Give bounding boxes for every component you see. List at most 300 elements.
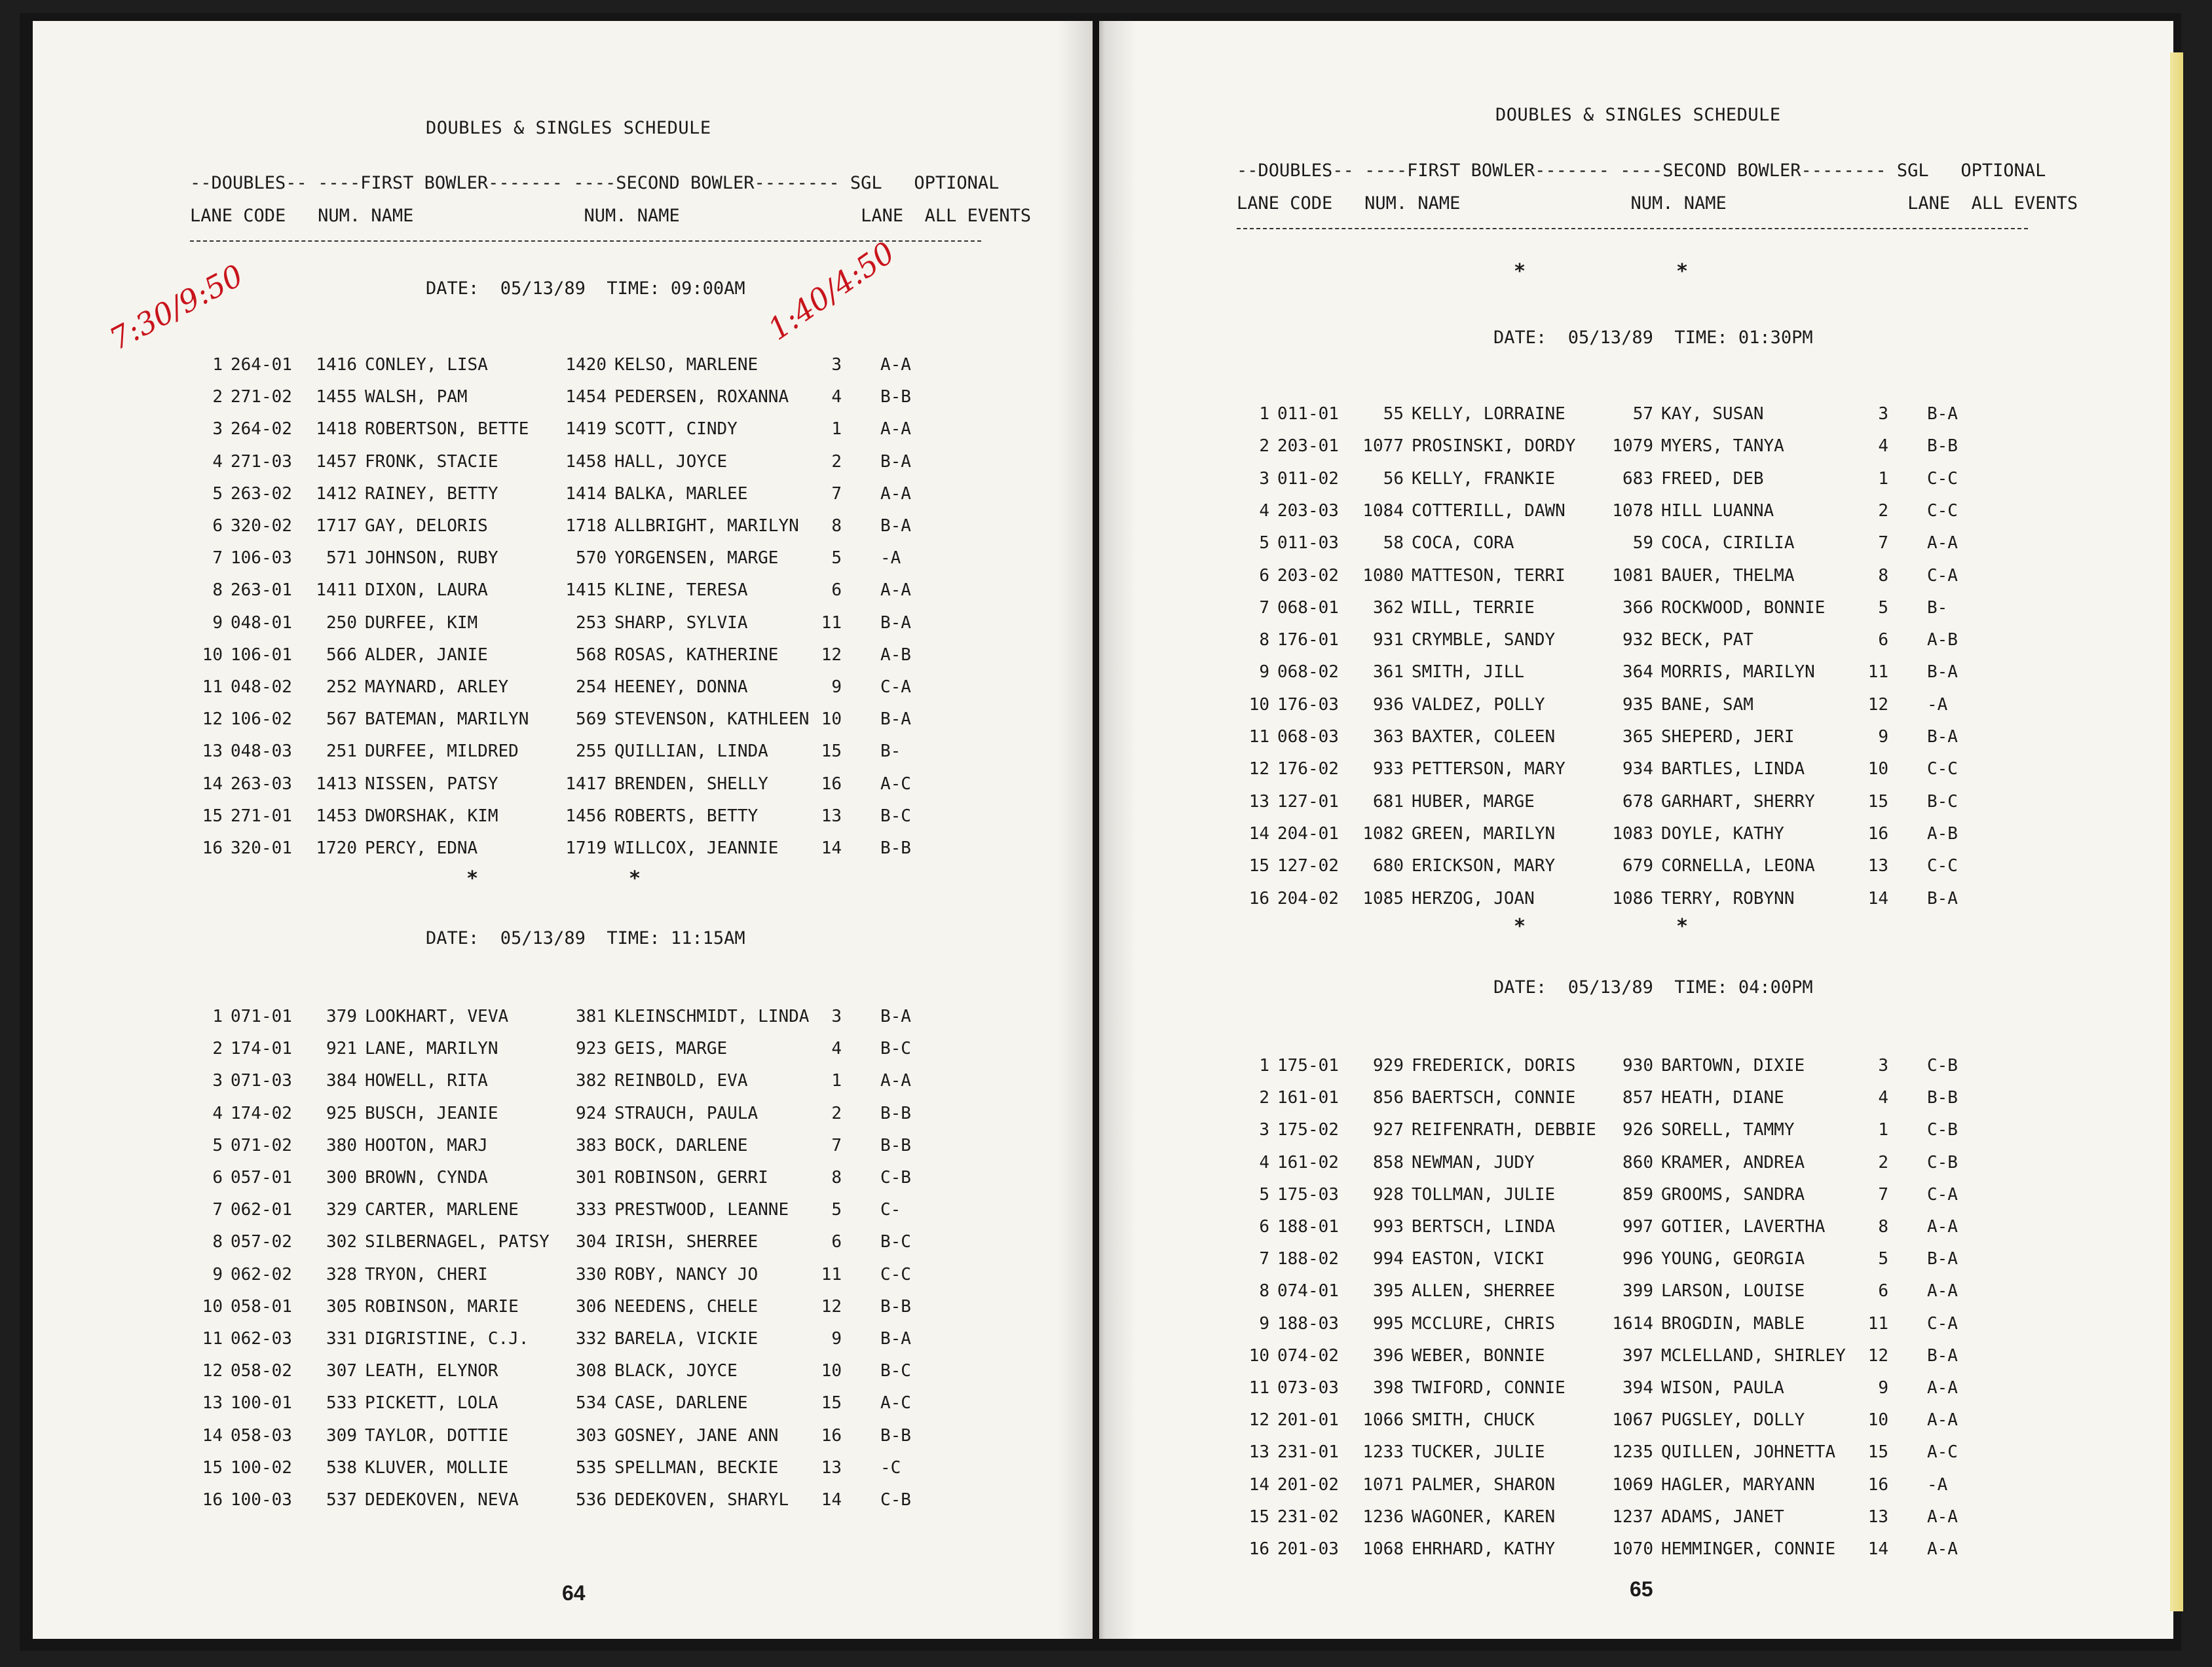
cell-n1: 398: [1373, 1378, 1404, 1398]
schedule-row: [1237, 1314, 2023, 1334]
cell-lane: 12: [202, 709, 223, 730]
cell-code: 201-01: [1277, 1410, 1339, 1431]
cell-n1: 309: [326, 1425, 357, 1446]
cell-name2: BARTOWN, DIXIE: [1661, 1056, 1805, 1076]
cell-name1: LEATH, ELYNOR: [365, 1361, 498, 1381]
cell-n2: 1083: [1612, 823, 1653, 844]
cell-n1: 858: [1373, 1152, 1404, 1172]
schedule-row: [1237, 566, 2023, 586]
cell-lane: 2: [212, 1039, 223, 1059]
cell-code: 068-01: [1277, 597, 1339, 618]
cell-name1: MAYNARD, ARLEY: [365, 677, 509, 697]
cell-opt: A-A: [1927, 1507, 1958, 1527]
cell-lane: 10: [1248, 694, 1269, 715]
schedule-row: [1237, 1475, 2023, 1495]
cell-name2: STRAUCH, PAULA: [614, 1103, 759, 1123]
cell-n1: 361: [1373, 662, 1404, 683]
cell-n2: 1417: [565, 774, 607, 794]
cell-sgl: 5: [1878, 1249, 1888, 1269]
cell-n1: 567: [326, 709, 357, 730]
cell-sgl: 6: [831, 580, 842, 601]
cell-code: 188-01: [1277, 1217, 1339, 1237]
cell-code: 057-01: [231, 1168, 292, 1188]
cell-opt: C-C: [1927, 468, 1958, 489]
cell-n1: 931: [1373, 630, 1404, 650]
schedule-row: [190, 1329, 976, 1349]
cell-sgl: 9: [831, 1329, 842, 1349]
cell-n2: 1420: [565, 355, 607, 375]
cell-name1: GREEN, MARILYN: [1412, 823, 1556, 844]
cell-n1: 566: [326, 645, 357, 665]
cell-opt: C-A: [1927, 565, 1958, 586]
cell-name1: HUBER, MARGE: [1412, 791, 1535, 812]
cell-name1: TAYLOR, DOTTIE: [365, 1425, 509, 1446]
cell-name1: REIFENRATH, DEBBIE: [1412, 1120, 1596, 1140]
schedule-row: [1237, 1120, 2023, 1140]
cell-n2: 857: [1622, 1088, 1653, 1108]
cell-n2: 923: [576, 1039, 607, 1059]
cell-lane: 7: [212, 548, 223, 569]
cell-sgl: 2: [1878, 500, 1888, 521]
cell-name1: TWIFORD, CONNIE: [1412, 1378, 1565, 1398]
cell-lane: 4: [1259, 500, 1269, 521]
schedule-row: [190, 806, 976, 826]
cell-opt: C-C: [1927, 500, 1958, 521]
cell-sgl: 13: [821, 806, 842, 826]
cell-n1: 250: [326, 612, 357, 633]
cell-code: 048-02: [231, 677, 292, 697]
cell-name1: HOWELL, RITA: [365, 1071, 488, 1091]
cell-sgl: 3: [1878, 1056, 1888, 1076]
cell-sgl: 9: [1878, 1378, 1888, 1398]
cell-lane: 2: [1259, 1088, 1269, 1108]
cell-code: 127-01: [1277, 791, 1339, 812]
cell-lane: 10: [202, 1296, 223, 1317]
cell-code: 073-03: [1277, 1378, 1339, 1398]
cell-n2: 1456: [565, 806, 607, 826]
cell-n2: 394: [1622, 1378, 1653, 1398]
cell-n1: 933: [1373, 759, 1404, 779]
cell-code: 203-03: [1277, 500, 1339, 521]
cell-name1: PROSINSKI, DORDY: [1412, 436, 1576, 457]
cell-n2: 1069: [1612, 1474, 1653, 1495]
cell-name1: DURFEE, MILDRED: [365, 741, 519, 762]
cell-code: 176-01: [1277, 630, 1339, 650]
cell-sgl: 6: [1878, 630, 1888, 650]
cell-n1: 1453: [316, 806, 357, 826]
schedule-row: [190, 1071, 976, 1091]
cell-n1: 302: [326, 1232, 357, 1252]
cell-name2: SCOTT, CINDY: [614, 419, 738, 440]
cell-opt: B-A: [880, 709, 911, 730]
page-number: 65: [1630, 1577, 1653, 1601]
schedule-row: [190, 580, 976, 600]
schedule-row: [1237, 469, 2023, 489]
cell-opt: -C: [880, 1457, 901, 1478]
cell-name2: YOUNG, GEORGIA: [1661, 1249, 1805, 1269]
cell-lane: 2: [1259, 436, 1269, 457]
cell-lane: 15: [202, 806, 223, 826]
cell-code: 058-03: [231, 1425, 292, 1446]
cell-name2: HEMMINGER, CONNIE: [1661, 1539, 1836, 1559]
separator-asterisk: *: [1514, 260, 1526, 283]
cell-n2: 678: [1622, 791, 1653, 812]
cell-name1: EHRHARD, KATHY: [1412, 1539, 1556, 1559]
session-date-time: DATE: 05/13/89 TIME: 11:15AM: [426, 928, 745, 948]
cell-name1: BAERTSCH, CONNIE: [1412, 1088, 1576, 1108]
cell-name2: NEEDENS, CHELE: [614, 1296, 759, 1317]
schedule-row: [1237, 695, 2023, 715]
cell-code: 071-03: [231, 1071, 292, 1091]
schedule-title: DOUBLES & SINGLES SCHEDULE: [426, 118, 711, 138]
cell-opt: C-C: [1927, 856, 1958, 876]
cell-sgl: 14: [1867, 888, 1888, 908]
cell-lane: 8: [212, 1232, 223, 1252]
cell-code: 048-01: [231, 612, 292, 633]
schedule-row: [190, 387, 976, 407]
cell-n2: 996: [1622, 1249, 1653, 1269]
cell-opt: B-B: [1927, 436, 1958, 457]
cell-name1: DURFEE, KIM: [365, 612, 478, 633]
cell-n2: 1458: [565, 451, 607, 472]
cell-lane: 4: [1259, 1152, 1269, 1172]
cell-n2: 381: [576, 1007, 607, 1026]
cell-opt: C-B: [880, 1168, 911, 1188]
cell-lane: 1: [212, 1007, 223, 1026]
cell-lane: 12: [1248, 759, 1269, 779]
cell-n2: 383: [576, 1135, 607, 1155]
cell-code: 057-02: [231, 1232, 292, 1252]
cell-n1: 379: [326, 1007, 357, 1026]
cell-sgl: 7: [831, 1135, 842, 1155]
schedule-row: [1237, 1217, 2023, 1237]
schedule-row: [190, 516, 976, 536]
cell-name2: HALL, JOYCE: [614, 451, 728, 472]
cell-opt: C-A: [1927, 1313, 1958, 1334]
cell-opt: B-B: [880, 1135, 911, 1155]
cell-name2: COCA, CIRILIA: [1661, 533, 1795, 553]
schedule-row: [190, 355, 976, 375]
schedule-row: [190, 741, 976, 761]
schedule-row: [190, 452, 976, 472]
cell-n1: 538: [326, 1457, 357, 1478]
cell-n2: 1081: [1612, 565, 1653, 586]
cell-lane: 5: [1259, 533, 1269, 553]
handwritten-annotation: 7:30/9:50: [103, 257, 249, 357]
cell-opt: B-A: [1927, 727, 1958, 747]
schedule-row: [1237, 1410, 2023, 1430]
cell-n1: 929: [1373, 1056, 1404, 1076]
cell-name1: ROBINSON, MARIE: [365, 1296, 519, 1317]
schedule-row: [190, 1426, 976, 1446]
cell-lane: 9: [212, 612, 223, 633]
cell-sgl: 3: [831, 355, 842, 375]
cell-sgl: 10: [821, 1361, 842, 1381]
schedule-row: [1237, 1346, 2023, 1366]
cell-n1: 1071: [1362, 1474, 1404, 1495]
cell-opt: B-B: [880, 1425, 911, 1446]
cell-code: 174-02: [231, 1103, 292, 1123]
cell-n1: 1084: [1362, 500, 1404, 521]
cell-n2: 1614: [1612, 1313, 1653, 1334]
cell-n2: 308: [576, 1361, 607, 1381]
schedule-row: [190, 613, 976, 633]
cell-sgl: 2: [831, 451, 842, 472]
schedule-row: [1237, 1442, 2023, 1462]
header-rule: [190, 240, 981, 242]
schedule-row: [1237, 1378, 2023, 1398]
cell-n2: 332: [576, 1329, 607, 1349]
cell-n1: 1455: [316, 387, 357, 407]
schedule-row: [190, 1458, 976, 1478]
cell-name2: PEDERSEN, ROXANNA: [614, 387, 789, 407]
cell-sgl: 1: [1878, 468, 1888, 489]
cell-lane: 12: [1248, 1410, 1269, 1431]
cell-code: 203-02: [1277, 565, 1339, 586]
cell-code: 161-02: [1277, 1152, 1339, 1172]
separator-asterisk: *: [466, 867, 479, 890]
cell-n1: 925: [326, 1103, 357, 1123]
cell-sgl: 5: [1878, 597, 1888, 618]
cell-code: 127-02: [1277, 856, 1339, 876]
cell-n2: 59: [1632, 533, 1653, 553]
cell-n2: 1419: [565, 419, 607, 440]
cell-opt: B-B: [880, 1103, 911, 1123]
cell-name2: HILL LUANNA: [1661, 500, 1774, 521]
schedule-row: [1237, 1185, 2023, 1205]
cell-code: 071-01: [231, 1007, 292, 1026]
cell-sgl: 1: [831, 419, 842, 440]
cell-code: 048-03: [231, 741, 292, 762]
cell-opt: B-A: [880, 612, 911, 633]
cell-n1: 1717: [316, 516, 357, 536]
cell-lane: 11: [202, 1329, 223, 1349]
cell-code: 062-01: [231, 1200, 292, 1220]
cell-name1: CONLEY, LISA: [365, 355, 488, 375]
cell-n2: 569: [576, 709, 607, 730]
schedule-row: [1237, 1153, 2023, 1172]
cell-lane: 7: [212, 1200, 223, 1220]
cell-name1: HERZOG, JOAN: [1412, 888, 1535, 908]
cell-n2: 926: [1622, 1120, 1653, 1140]
cell-n1: 252: [326, 677, 357, 697]
cell-n2: 924: [576, 1103, 607, 1123]
cell-n2: 1067: [1612, 1410, 1653, 1431]
cell-sgl: 14: [821, 1490, 842, 1510]
cell-name2: MORRIS, MARILYN: [1661, 662, 1815, 683]
schedule-row: [190, 645, 976, 665]
cell-sgl: 13: [1867, 856, 1888, 876]
cell-opt: A-A: [1927, 1410, 1958, 1431]
cell-opt: B-B: [880, 387, 911, 407]
cell-sgl: 15: [1867, 1442, 1888, 1463]
cell-sgl: 10: [1867, 759, 1888, 779]
cell-n2: 568: [576, 645, 607, 665]
cell-name1: ALLEN, SHERREE: [1412, 1281, 1556, 1302]
schedule-row: [190, 677, 976, 697]
cell-opt: C-B: [1927, 1056, 1958, 1076]
cell-name1: VALDEZ, POLLY: [1412, 694, 1545, 715]
cell-name2: BARTLES, LINDA: [1661, 759, 1805, 779]
cell-code: 271-03: [231, 451, 292, 472]
schedule-row: [190, 1104, 976, 1123]
cell-name2: GEIS, MARGE: [614, 1039, 728, 1059]
cell-name2: HEENEY, DONNA: [614, 677, 748, 697]
cell-opt: A-A: [880, 355, 911, 375]
cell-n2: 679: [1622, 856, 1653, 876]
cell-n2: 1415: [565, 580, 607, 601]
cell-lane: 14: [1248, 1474, 1269, 1495]
schedule-row: [190, 548, 976, 568]
cell-name1: DIGRISTINE, C.J.: [365, 1329, 529, 1349]
cell-lane: 1: [212, 355, 223, 375]
cell-name1: PERCY, EDNA: [365, 838, 478, 858]
cell-name2: SORELL, TAMMY: [1661, 1120, 1795, 1140]
cell-lane: 4: [212, 1103, 223, 1123]
cell-code: 271-02: [231, 387, 292, 407]
cell-n2: 303: [576, 1425, 607, 1446]
cell-name2: BLACK, JOYCE: [614, 1361, 738, 1381]
schedule-row: [1237, 662, 2023, 682]
cell-name1: COCA, CORA: [1412, 533, 1514, 553]
cell-code: 106-03: [231, 548, 292, 569]
cell-n1: 307: [326, 1361, 357, 1381]
cell-sgl: 8: [1878, 565, 1888, 586]
cell-n2: 1718: [565, 516, 607, 536]
cell-name1: SILBERNAGEL, PATSY: [365, 1232, 550, 1252]
cell-n2: 934: [1622, 759, 1653, 779]
cell-n2: 306: [576, 1296, 607, 1317]
cell-n2: 570: [576, 548, 607, 569]
cell-sgl: 15: [1867, 791, 1888, 812]
cell-n1: 928: [1373, 1184, 1404, 1205]
cell-sgl: 12: [821, 645, 842, 665]
cell-lane: 3: [212, 419, 223, 440]
cell-sgl: 1: [831, 1071, 842, 1091]
cell-n2: 397: [1622, 1345, 1653, 1366]
cell-opt: B-C: [880, 1232, 911, 1252]
cell-lane: 6: [212, 1168, 223, 1188]
cell-opt: A-C: [1927, 1442, 1958, 1463]
cell-sgl: 8: [831, 516, 842, 536]
cell-code: 175-01: [1277, 1056, 1339, 1076]
cell-opt: B-C: [880, 1361, 911, 1381]
cell-n1: 380: [326, 1135, 357, 1155]
cell-name1: BAXTER, COLEEN: [1412, 727, 1556, 747]
cell-code: 074-01: [1277, 1281, 1339, 1302]
cell-sgl: 2: [831, 1103, 842, 1123]
cell-n1: 927: [1373, 1120, 1404, 1140]
cell-sgl: 8: [1878, 1217, 1888, 1237]
cell-name2: BOCK, DARLENE: [614, 1135, 748, 1155]
cell-name1: LOOKHART, VEVA: [365, 1007, 509, 1026]
cell-name2: FREED, DEB: [1661, 468, 1764, 489]
cell-lane: 9: [1259, 662, 1269, 683]
cell-code: 175-03: [1277, 1184, 1339, 1205]
cell-sgl: 9: [1878, 727, 1888, 747]
cell-code: 161-01: [1277, 1088, 1339, 1108]
cell-n2: 364: [1622, 662, 1653, 683]
cell-sgl: 4: [831, 387, 842, 407]
cell-name2: ROBINSON, GERRI: [614, 1168, 768, 1188]
schedule-row: [190, 709, 976, 729]
cell-n1: 537: [326, 1490, 357, 1510]
schedule-row: [190, 1297, 976, 1317]
cell-name2: KRAMER, ANDREA: [1661, 1152, 1805, 1172]
cell-n1: 300: [326, 1168, 357, 1188]
cell-name1: LANE, MARILYN: [365, 1039, 498, 1059]
cell-code: 264-01: [231, 355, 292, 375]
cell-name2: WILLCOX, JEANNIE: [614, 838, 779, 858]
column-header-line1: --DOUBLES-- ----FIRST BOWLER------- ----SECOND BOWLER-------- SGL OPTIONAL: [190, 173, 1000, 193]
cell-opt: B-B: [880, 1296, 911, 1317]
cell-code: 106-02: [231, 709, 292, 730]
cell-code: 175-02: [1277, 1120, 1339, 1140]
cell-n2: 859: [1622, 1184, 1653, 1205]
cell-name1: HOOTON, MARJ: [365, 1135, 488, 1155]
cell-name1: BERTSCH, LINDA: [1412, 1217, 1556, 1237]
schedule-row: [1237, 727, 2023, 747]
cell-n1: 993: [1373, 1217, 1404, 1237]
cell-name2: DOYLE, KATHY: [1661, 823, 1784, 844]
cell-lane: 5: [1259, 1184, 1269, 1205]
cell-opt: B-A: [1927, 404, 1958, 424]
separator-asterisk: *: [1514, 915, 1526, 938]
cell-code: 071-02: [231, 1135, 292, 1155]
cell-name2: GOTIER, LAVERTHA: [1661, 1217, 1826, 1237]
cell-lane: 6: [212, 516, 223, 536]
cell-lane: 7: [1259, 1249, 1269, 1269]
page-left: [33, 21, 1093, 1639]
cell-code: 068-02: [1277, 662, 1339, 683]
session-date-time: DATE: 05/13/89 TIME: 04:00PM: [1493, 977, 1813, 998]
cell-name2: DEDEKOVEN, SHARYL: [614, 1490, 789, 1510]
cell-n2: 255: [576, 741, 607, 762]
schedule-row: [190, 1200, 976, 1220]
cell-sgl: 6: [1878, 1281, 1888, 1302]
cell-n1: 1412: [316, 483, 357, 504]
cell-n2: 382: [576, 1071, 607, 1091]
handwritten-annotation: 1:40/4:50: [761, 234, 901, 347]
schedule-row: [1237, 598, 2023, 618]
cell-name2: ROBY, NANCY JO: [614, 1264, 759, 1284]
cell-name1: JOHNSON, RUBY: [365, 548, 498, 569]
separator-asterisk: *: [629, 867, 641, 890]
cell-sgl: 2: [1878, 1152, 1888, 1172]
cell-name2: YORGENSEN, MARGE: [614, 548, 779, 569]
cell-sgl: 7: [1878, 1184, 1888, 1205]
cell-n1: 251: [326, 741, 357, 762]
cell-opt: B-B: [1927, 1088, 1958, 1108]
cell-lane: 13: [202, 1393, 223, 1414]
cell-lane: 3: [1259, 1120, 1269, 1140]
cell-name1: ROBERTSON, BETTE: [365, 419, 529, 440]
cell-name2: QUILLEN, JOHNETTA: [1661, 1442, 1836, 1463]
schedule-row: [190, 1007, 976, 1026]
cell-sgl: 3: [831, 1007, 842, 1026]
cell-sgl: 14: [1867, 1539, 1888, 1559]
cell-opt: B-A: [880, 1007, 911, 1026]
cell-name2: LARSON, LOUISE: [1661, 1281, 1805, 1302]
cell-code: 174-01: [231, 1039, 292, 1059]
cell-opt: -A: [1927, 694, 1948, 715]
cell-code: 204-02: [1277, 888, 1339, 908]
cell-n1: 384: [326, 1071, 357, 1091]
cell-opt: B-A: [1927, 888, 1958, 908]
cell-sgl: 4: [831, 1039, 842, 1059]
cell-opt: B-A: [1927, 1249, 1958, 1269]
cell-n1: 329: [326, 1200, 357, 1220]
